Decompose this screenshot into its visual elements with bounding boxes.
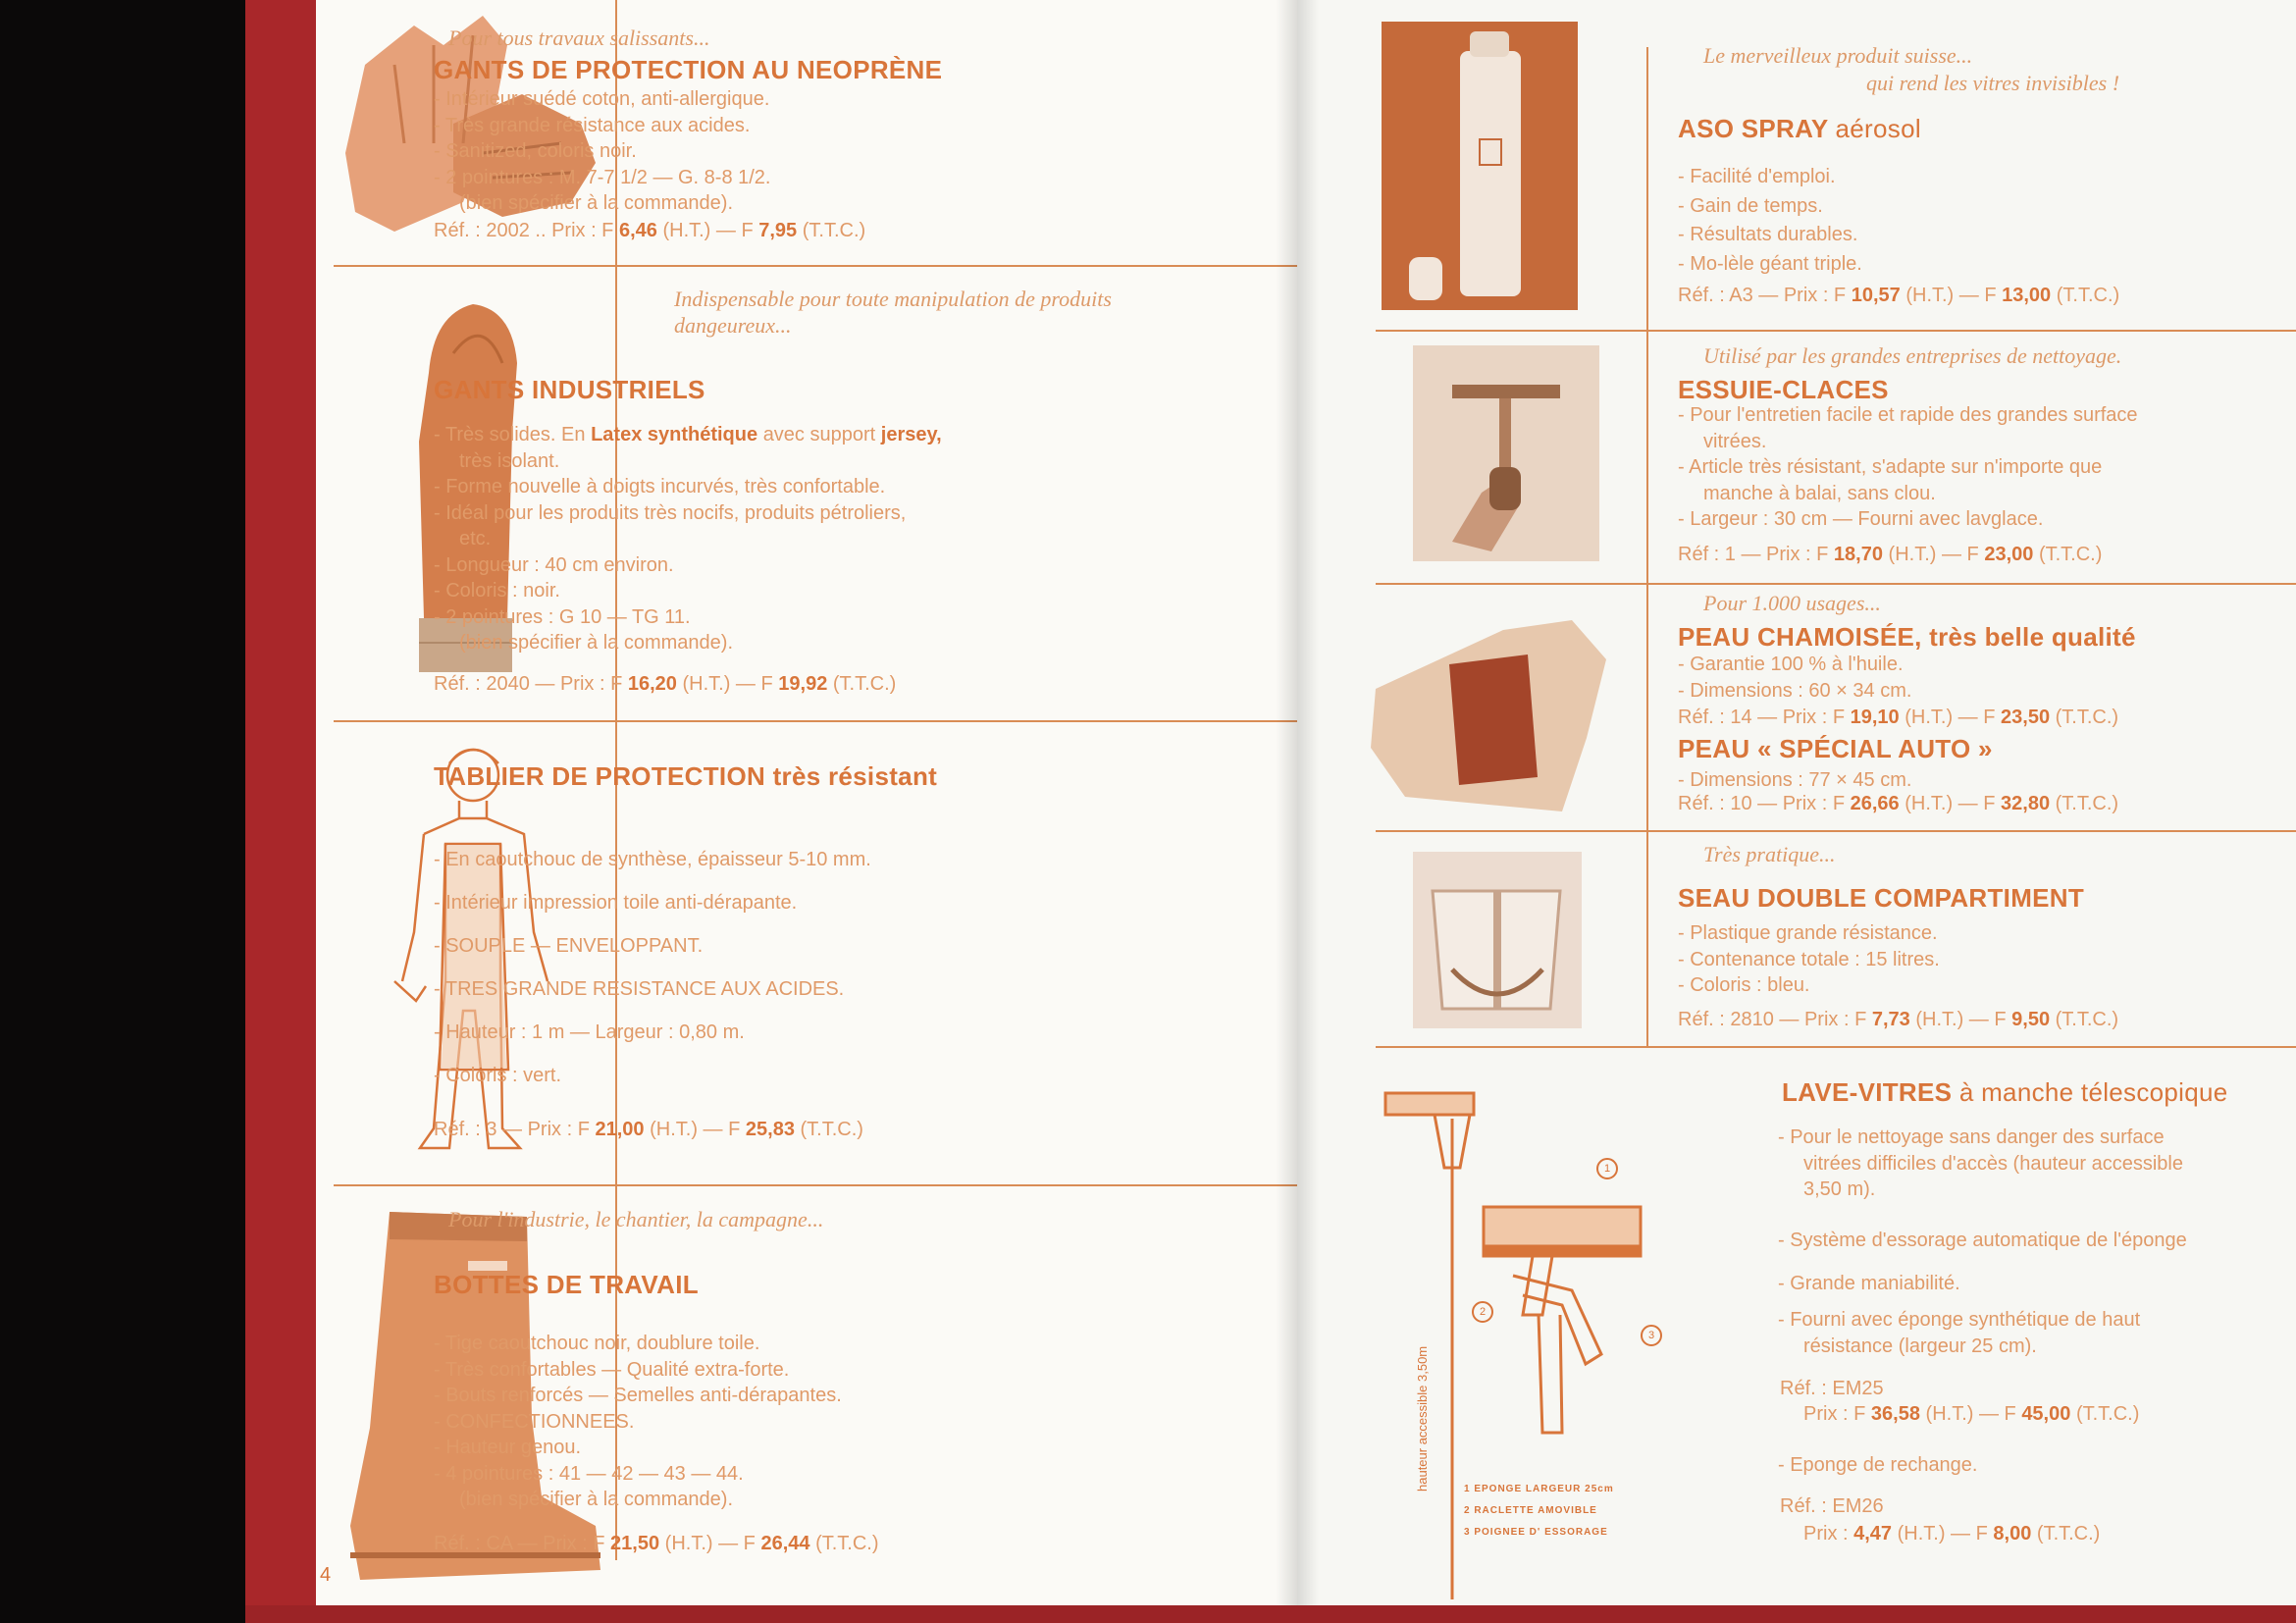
product-price: Réf. : A3 — Prix : F 10,57 (H.T.) — F 13,00 (T.T.C.) [1678,285,2120,306]
product-bullets [1678,652,1911,704]
binder-cover-bottom [245,1605,2296,1623]
product-title: GANTS INDUSTRIELS [434,375,705,404]
product-bullets [1778,1125,2183,1203]
row-divider [334,720,1297,722]
product-bullets [434,838,871,1097]
product-price: Réf : 1 — Prix : F 18,70 (H.T.) — F 23,00 (T.T.C.) [1678,544,2103,565]
bullet: - Pour le nettoyage sans danger des surface [1778,1126,2165,1148]
product-price: Réf. : 2040 — Prix : F 16,20 (H.T.) — F 19,92 (T.T.C.) [434,673,897,695]
product-price: Réf. : 2002 .. Prix : F 6,46 (H.T.) — F 7,95 (T.T.C.) [434,220,866,241]
product-title: LAVE-VITRES à manche télescopique [1782,1077,2228,1107]
product-title: BOTTES DE TRAVAIL [434,1270,699,1299]
product-bullets [434,1331,842,1513]
product-bullets [1778,1219,2187,1305]
bullet: - Coloris : vert. [434,1065,562,1086]
bullet: etc. [459,528,492,550]
product-title: SEAU DOUBLE COMPARTIMENT [1678,883,2085,913]
product-tagline: Pour 1.000 usages... [1703,591,1881,615]
product-tagline: Le merveilleux produit suisse... [1703,43,1973,68]
column-divider [1646,47,1648,1048]
product-bullets [1678,920,1940,999]
bullet: - Fourni avec éponge synthétique de haut [1778,1309,2141,1331]
bullet: - Gain de temps. [1678,194,1823,217]
product-title: ASO SPRAY aérosol [1678,114,1921,143]
catalog-page-left [316,0,1297,1605]
callout-1: 1 [1596,1158,1618,1179]
bullet: - Idéal pour les produits très nocifs, produits pétroliers, [434,501,907,524]
bullet: - Hauteur genou. [434,1437,582,1458]
bullet: - Largeur : 30 cm — Fourni avec lavglace. [1678,508,2044,530]
product-tagline: dangeureux... [674,313,792,338]
bullet: 3,50 m). [1803,1178,1876,1200]
product-title: TABLIER DE PROTECTION très résistant [434,761,938,791]
bullet: - Facilité d'emploi. [1678,166,1836,187]
bullet: - Plastique grande résistance. [1678,922,1938,944]
bullet: vitrées. [1703,430,1767,452]
product-price: Réf. : 3 — Prix : F 21,00 (H.T.) — F 25,83 (T.T.C.) [434,1119,863,1140]
bullet: - Coloris : bleu. [1678,974,1810,996]
product-bullets [1678,163,1862,279]
bullet: - Bouts renforcés — Semelles anti-dérapantes. [434,1385,842,1406]
product-price: Réf. : 14 — Prix : F 19,10 (H.T.) — F 23,50 (T.T.C.) [1678,707,2119,728]
chamois-leather-image [1366,601,1611,818]
bullet: - Article très résistant, s'adapte sur n'importe que [1678,456,2103,478]
product-title: PEAU « SPÉCIAL AUTO » [1678,734,1993,763]
bullet: - Résultats durables. [1678,224,1858,245]
product-ref-label: Réf. : EM26 [1780,1495,1884,1517]
product-title: ESSUIE-CLACES [1678,375,1889,404]
product-tagline: Pour tous travaux salissants... [448,26,710,50]
bullet: - Contenance totale : 15 litres. [1678,948,1940,970]
vertical-caption: hauteur accessible 3,50m [1415,1345,1430,1492]
row-divider [1376,583,2296,585]
product-price: Prix : 4,47 (H.T.) — F 8,00 (T.T.C.) [1803,1523,2101,1544]
product-price: Prix : F 36,58 (H.T.) — F 45,00 (T.T.C.) [1803,1403,2140,1425]
bullet: vitrées difficiles d'accès (hauteur accessible [1803,1152,2183,1175]
note: (bien spécifier à la commande). [459,632,734,654]
product-tagline: Très pratique... [1703,842,1836,866]
caption-line: 3 POIGNEE D' ESSORAGE [1464,1527,1608,1538]
binder-cover [245,0,324,1623]
book-spine-shadow [1276,0,1319,1605]
bullet: résistance (largeur 25 cm). [1803,1335,2037,1357]
page-number: 4 [320,1564,332,1586]
row-divider [1376,830,2296,832]
bullet: - Dimensions : 77 × 45 cm. [1678,769,1912,791]
bullet: manche à balai, sans clou. [1703,482,1936,504]
bullet: - CONFECTIONNEES. [434,1410,635,1433]
bullet: - Mo-lèle géant triple. [1678,252,1862,275]
bullet: - Tige caoutchouc noir, doublure toile. [434,1333,760,1354]
product-tagline: Utilisé par les grandes entreprises de nettoyage. [1703,343,2122,368]
bullet: - 4 pointures : 41 — 42 — 43 — 44. [434,1462,744,1485]
bullet: - 2 pointures : M. 7-7 1/2 — G. 8-8 1/2. [434,166,771,188]
bullet: - Très grande résistance aux acides. [434,114,751,136]
product-tagline: Pour l'industrie, le chantier, la campagne... [448,1207,824,1231]
bullet: - Dimensions : 60 × 34 cm. [1678,679,1912,702]
row-divider [1376,1046,2296,1048]
bullet: - Hauteur : 1 m — Largeur : 0,80 m. [434,1021,745,1043]
product-tagline: qui rend les vitres invisibles ! [1866,71,2120,95]
product-price: Réf. : CA — Prix : F 21,50 (H.T.) — F 26,44 (T.T.C.) [434,1533,879,1554]
bullet: - Pour l'entretien facile et rapide des grandes surface [1678,404,2138,426]
bullet: très isolant. [459,449,560,472]
product-bullets [434,422,942,656]
product-title: GANTS DE PROTECTION AU NEOPRÈNE [434,55,943,84]
double-bucket-image [1413,852,1582,1028]
bullet: - Forme nouvelle à doigts incurvés, très confortable. [434,476,886,497]
bullet: - 2 pointures : G 10 — TG 11. [434,605,691,628]
row-divider [334,1184,1297,1186]
callout-2: 2 [1472,1301,1493,1323]
bullet: - Très solides. En Latex synthétique avec support jersey, [434,424,942,445]
caption-line: 2 RACLETTE AMOVIBLE [1464,1505,1597,1516]
aso-spray-image [1382,22,1578,310]
row-divider [1376,330,2296,332]
bullet: - Système d'essorage automatique de l'éponge [1778,1230,2187,1251]
product-tagline: Indispensable pour toute manipulation de produits [674,287,1112,311]
product-ref-label: Réf. : EM25 [1780,1378,1884,1399]
product-bullets [1778,1307,2140,1359]
product-title: PEAU CHAMOISÉE, très belle qualité [1678,622,2136,652]
squeegee-image [1413,345,1599,561]
background-left [0,0,245,1623]
bullet: - SOUPLE — ENVELOPPANT. [434,935,704,957]
callout-3: 3 [1641,1325,1662,1346]
product-bullets [434,86,771,217]
row-divider [334,265,1297,267]
bullet: - En caoutchouc de synthèse, épaisseur 5-10 mm. [434,849,871,870]
bullet: - TRES GRANDE RESISTANCE AUX ACIDES. [434,978,845,1000]
caption-line: 1 EPONGE LARGEUR 25cm [1464,1484,1614,1494]
product-bullets [1678,402,2138,533]
bullet: - Très confortables — Qualité extra-forte. [434,1358,790,1381]
bullet: - Intérieur impression toile anti-dérapante. [434,892,798,914]
bullet: - Garantie 100 % à l'huile. [1678,654,1904,675]
product-price: Réf. : 10 — Prix : F 26,66 (H.T.) — F 32,80 (T.T.C.) [1678,793,2119,814]
product-price: Réf. : 2810 — Prix : F 7,73 (H.T.) — F 9,50 (T.T.C.) [1678,1009,2119,1030]
bullet: - Coloris : noir. [434,580,560,602]
catalog-page-right [1297,0,2296,1605]
bullet: - Grande maniabilité. [1778,1273,1960,1294]
bullet: - Eponge de rechange. [1778,1454,1978,1476]
bullet: - Longueur : 40 cm environ. [434,553,674,576]
bullet: - Sanitized, coloris noir. [434,140,637,162]
note: (bien spécifier à la commande). [459,1489,734,1510]
note: (bien spécifier à la commande). [459,192,734,214]
product-bullets [1678,767,1911,794]
bullet: - Intérieur suédé coton, anti-allergique. [434,88,770,110]
